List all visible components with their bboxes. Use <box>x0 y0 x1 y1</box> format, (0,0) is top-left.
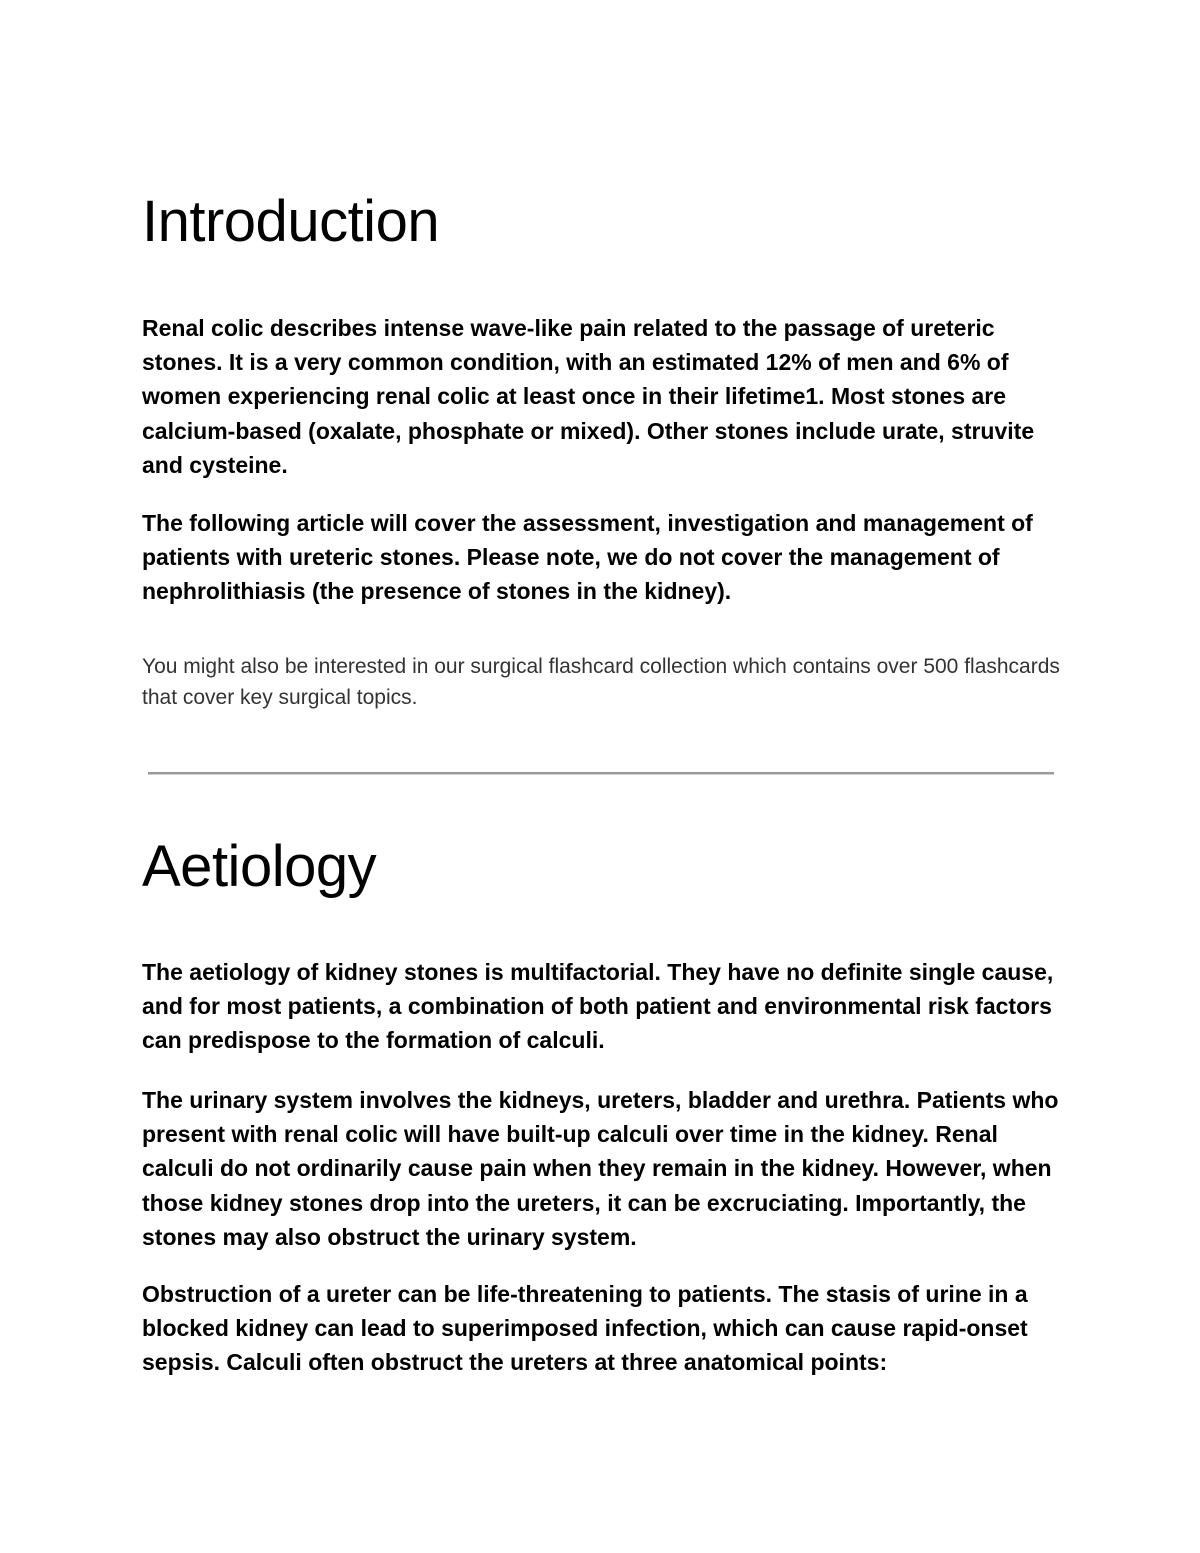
introduction-heading: Introduction <box>142 189 440 254</box>
aetiology-paragraph-2: The urinary system involves the kidneys, ureters, bladder and urethra. Patients who present with renal colic will have built-up calculi over time in the kidney. Renal calculi do not ordinarily cause pain when they remain in the kidney. However, when those kidney stones drop into the ureters, it can be excruciating. Importantly, the stones may also obstruct the urinary system. <box>142 1087 1059 1250</box>
aetiology-paragraph-1: The aetiology of kidney stones is multifactorial. They have no definite single cause, and for most patients, a combination of both patient and environmental risk factors can predispose to the formation of calculi. <box>142 959 1054 1054</box>
introduction-paragraph-2: The following article will cover the assessment, investigation and management of patients with ureteric stones. Please note, we do not cover the management of nephrolithiasis (the presence of stones in the kidney). <box>142 510 1033 605</box>
aetiology-paragraph-3: Obstruction of a ureter can be life-threatening to patients. The stasis of urine in a blocked kidney can lead to superimposed infection, which can cause rapid-onset sepsis. Calculi often obstruct the ureters at three anatomical points: <box>142 1281 1028 1376</box>
aetiology-heading: Aetiology <box>142 834 377 899</box>
section-divider <box>148 772 1054 775</box>
flashcard-promo-text: You might also be interested in our surgical flashcard collection which contains over 500 flashcards that cover key surgical topics. <box>142 655 1060 709</box>
introduction-paragraph-1: Renal colic describes intense wave-like pain related to the passage of ureteric stones. It is a very common condition, with an estimated 12% of men and 6% of women experiencing renal colic at least once in their lifetime1. Most stones are calcium-based (oxalate, phosphate or mixed). Other stones include urate, struvite and cysteine. <box>142 315 1035 478</box>
